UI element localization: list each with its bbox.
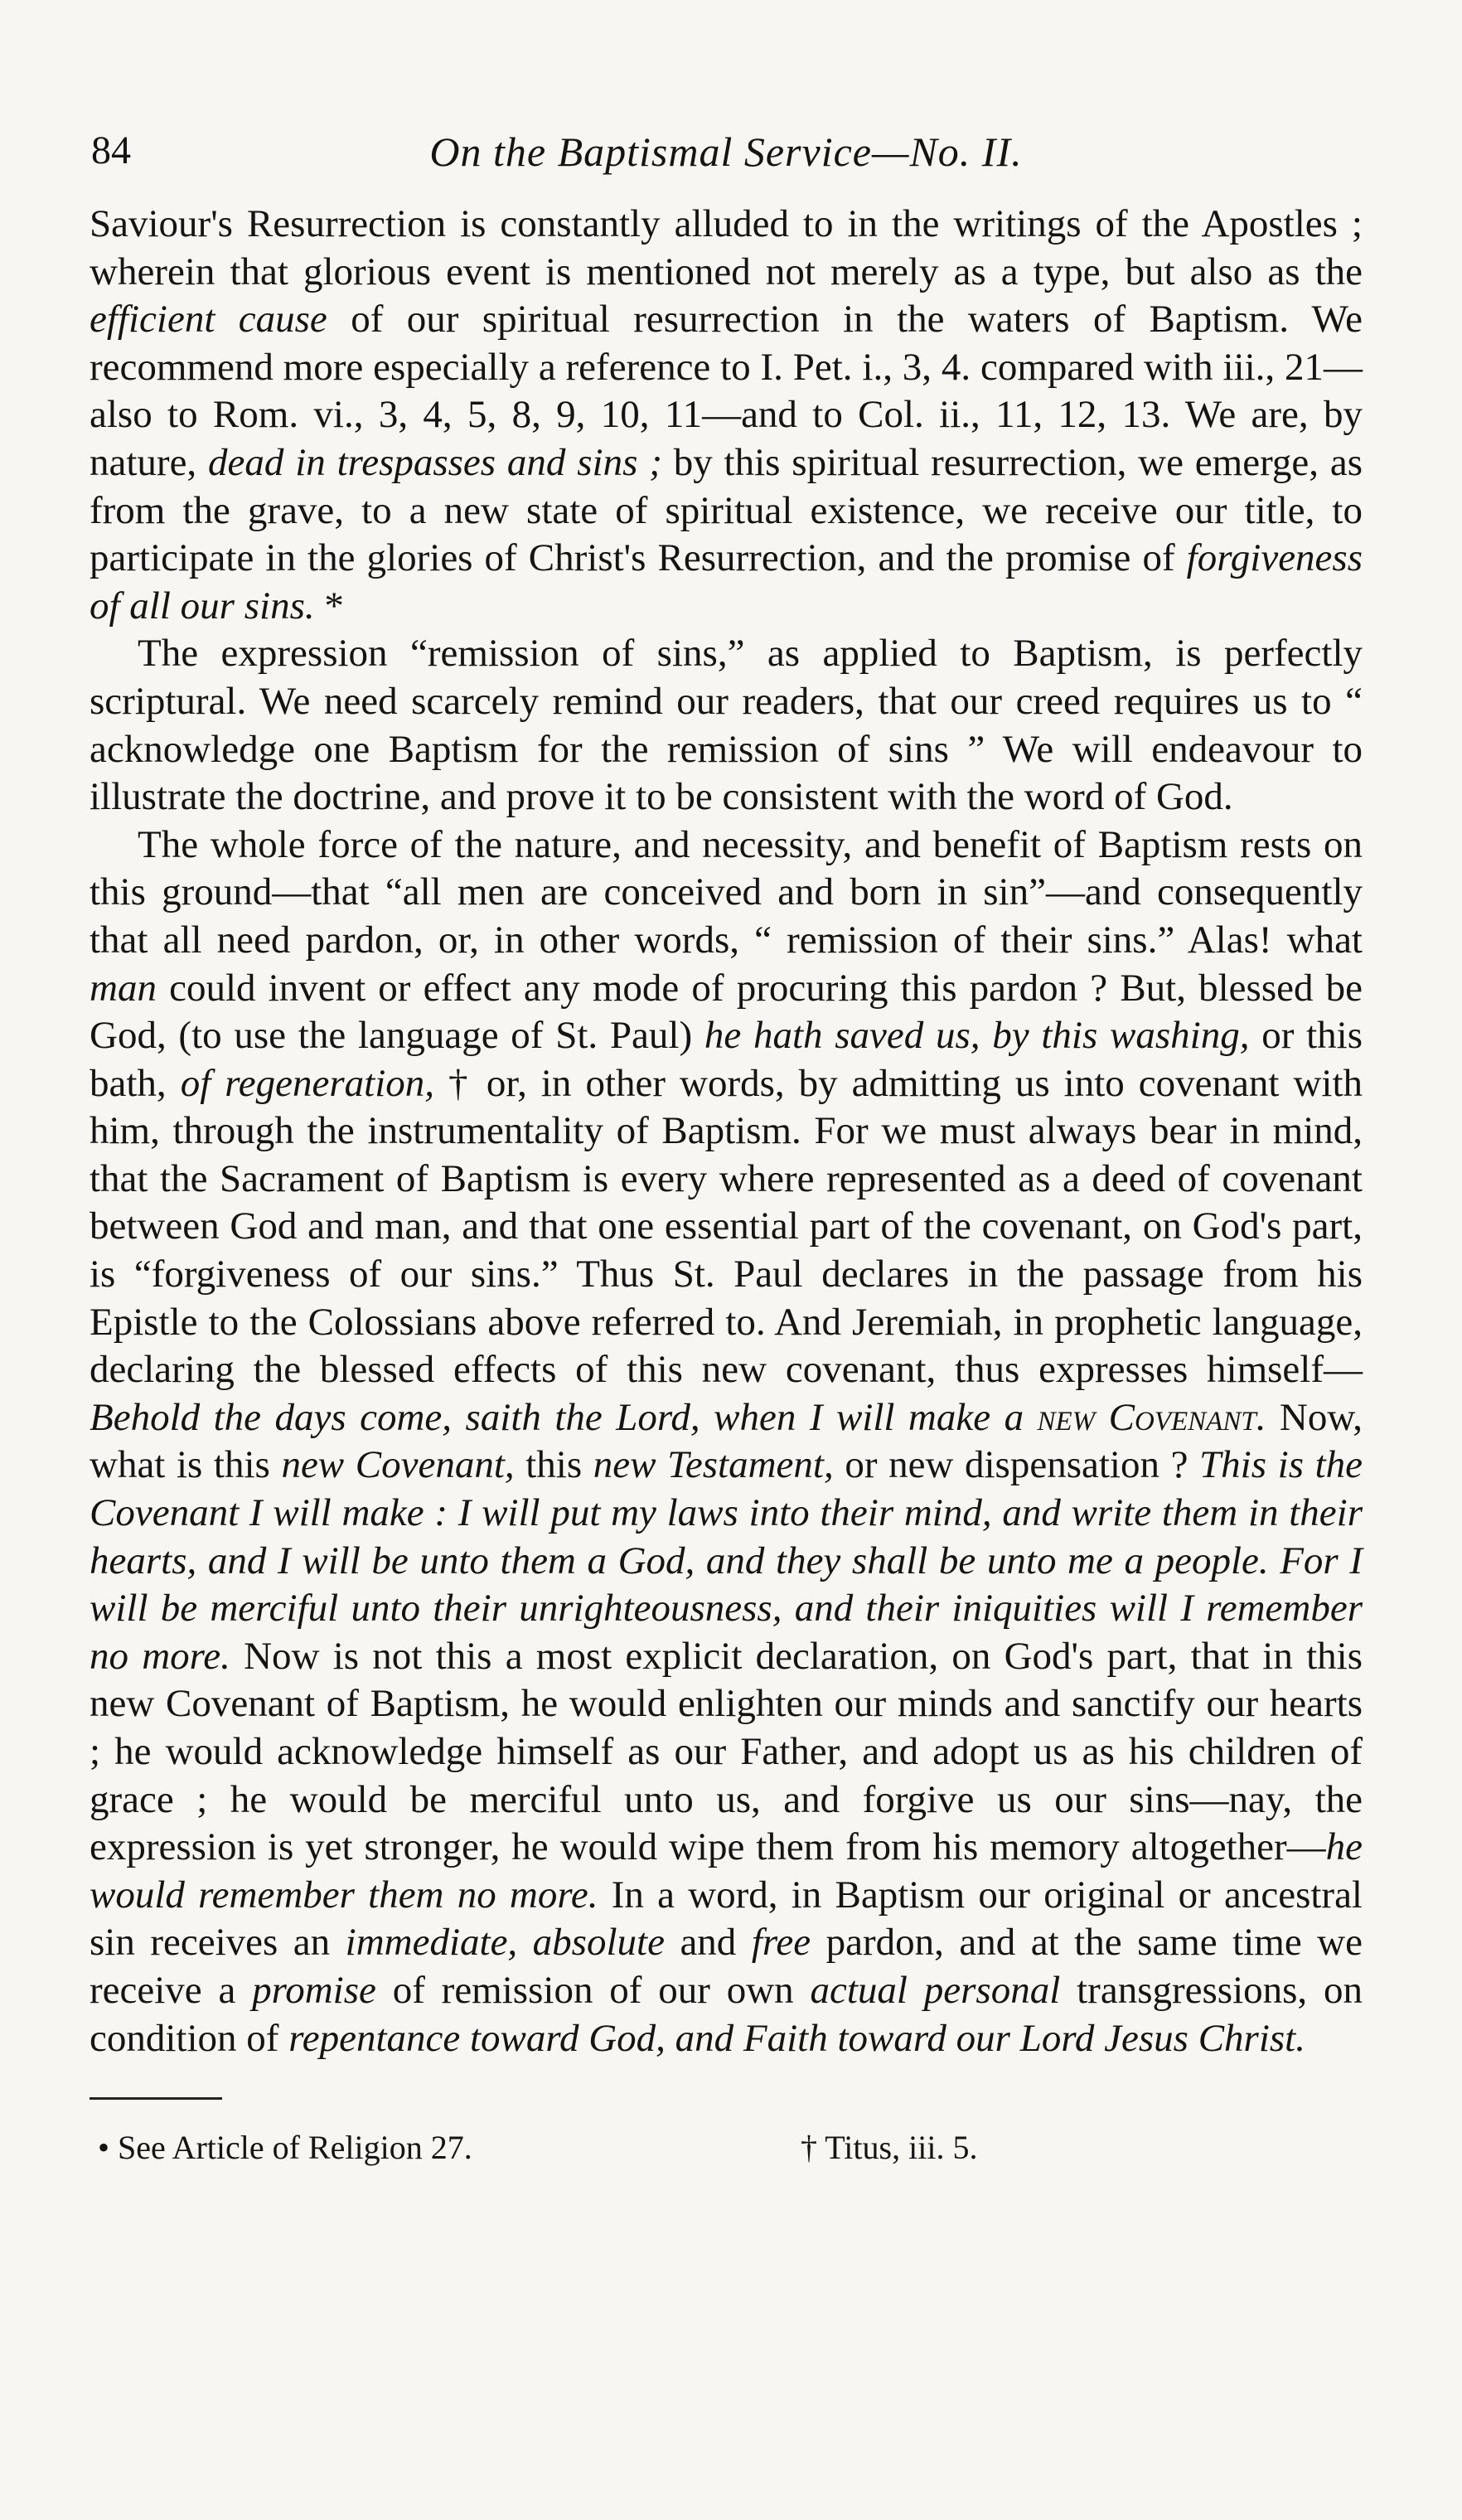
paragraph-1: Saviour's Resurrection is constantly alluded to in the writings of the Apostles ; wherein that glorious event is mentioned not merely as a type, but also as the efficient cause of our spiritual resurrection in the waters of Baptism. We recommend more especially a reference to I. Pet. i., 3, 4. compared with iii., 21—also to Rom. vi., 3, 4, 5, 8, 9, 10, 11—and to Col. ii., 11, 12, 13. We are, by nature, dead in trespasses and sins ; by this spiritual resurrection, we emerge, as from the grave, to a new state of spiritual existence, we receive our title, to participate in the glories of Christ's Resurrection, and the promise of forgiveness of all our sins. * (90, 202, 1363, 628)
page-header (90, 124, 1363, 182)
body-text (90, 201, 1363, 2062)
footnotes (90, 2128, 1363, 2178)
paragraph-2: The expression “remission of sins,” as applied to Baptism, is perfectly scriptural. We need scarcely remind our readers, that our creed requires us to “ acknowledge one Baptism for the remission of sins ” We will endeavour to illustrate the doctrine, and prove it to be consistent with the word of God. (90, 632, 1363, 819)
running-title: On the Baptismal Service—No. II. (429, 128, 1023, 175)
paragraph-3: The whole force of the nature, and necessity, and benefit of Baptism rests on this ground—that “all men are conceived and born in sin”—and consequently that all need pardon, or, in other words, “ remission of their sins.” Alas! what man could invent or effect any mode of procuring this pardon ? But, blessed be God, (to use the language of St. Paul) he hath saved us, by this washing, or this bath, of regeneration, † or, in other words, by admitting us into covenant with him, through the instrumentality of Baptism. For we must always bear in mind, that the Sacrament of Baptism is every where represented as a deed of covenant between God and man, and that one essential part of the covenant, on God's part, is “forgiveness of our sins.” Thus St. Paul declares in the passage from his Epistle to the Colossians above referred to. And Jeremiah, in prophetic language, declaring the blessed effects of this new covenant, thus expresses himself—Behold the days come, saith the Lord, when I will make a new Covenant. Now, what is this new Covenant, this new Testament, or new dispensation ? This is the Covenant I will make : I will put my laws into their mind, and write them in their hearts, and I will be unto them a God, and they shall be unto me a people. For I will be merciful unto their unrighteousness, and their iniquities will I remember no more. Now is not this a most explicit declaration, on God's part, that in this new Covenant of Baptism, he would enlighten our minds and sanctify our hearts ; he would acknowledge himself as our Father, and adopt us as his children of grace ; he would be merciful unto us, and forgive us our sins—nay, the expression is yet stronger, he would wipe them from his memory altogether—he would remember them no more. In a word, in Baptism our original or ancestral sin receives an immediate, absolute and free pardon, and at the same time we receive a promise of remission of our own actual personal transgressions, on condition of repentance toward God, and Faith toward our Lord Jesus Christ. (90, 822, 1363, 2060)
footnote-divider (90, 2097, 222, 2100)
page-number: 84 (91, 128, 131, 172)
footnote-2: † Titus, iii. 5. (801, 2129, 978, 2167)
footnote-1: • See Article of Religion 27. (98, 2129, 472, 2167)
